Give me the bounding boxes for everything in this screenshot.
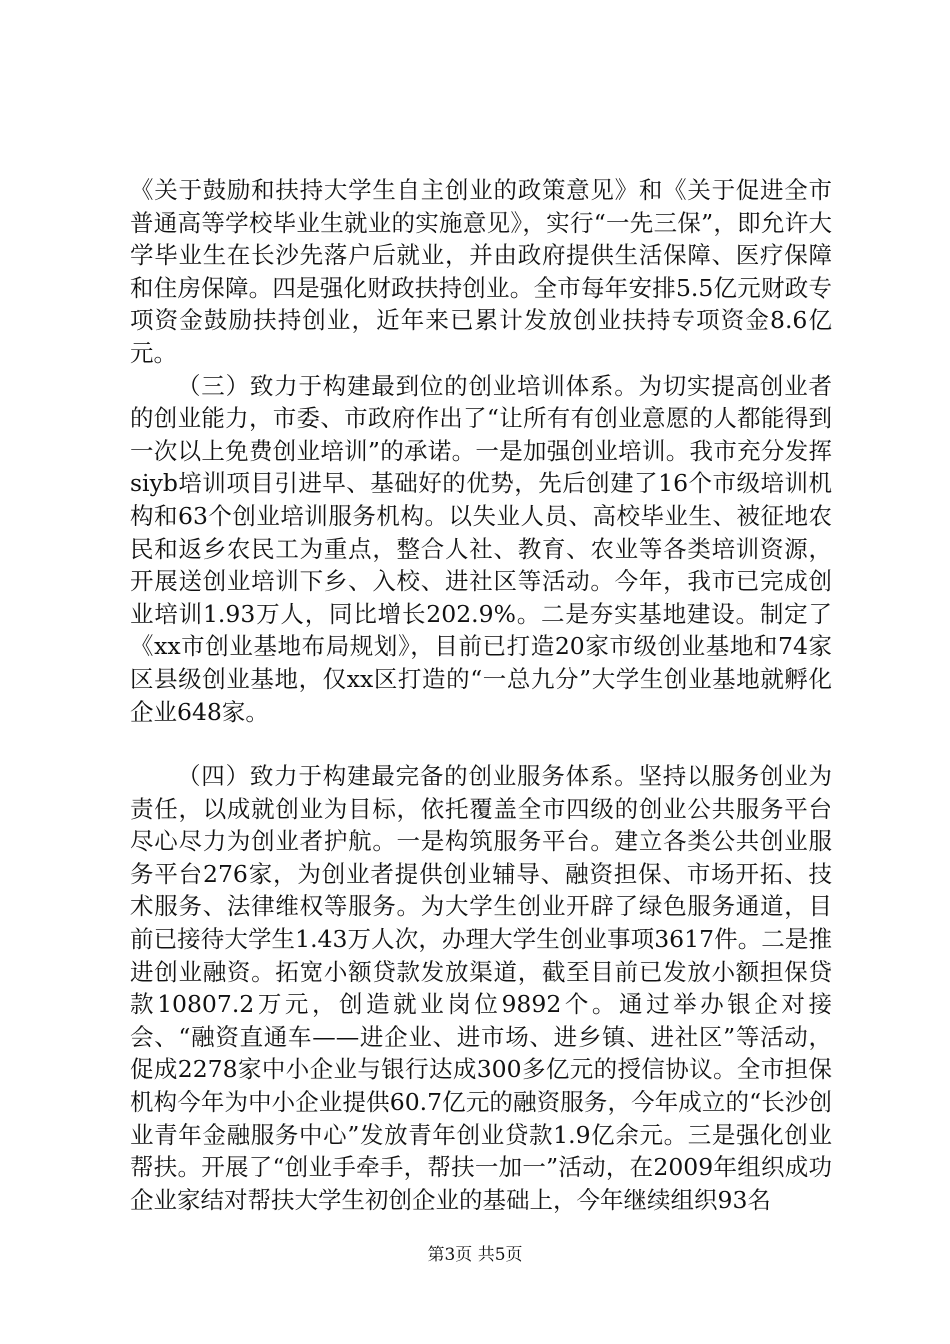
- paragraph-training-system: （三）致力于构建最到位的创业培训体系。为切实提高创业者的创业能力，市委、市政府作出了“让所有有创业意愿的人都能得到一次以上免费创业培训”的承诺。一是加强创业培训。我市充分发挥siyb培训项目引进早、基础好的优势，先后创建了16个市级培训机构和63个创业培训服务机构。以失业人员、高校毕业生、被征地农民和返乡农民工为重点，整合人社、教育、农业等各类培训资源，开展送创业培训下乡、入校、进社区等活动。今年，我市已完成创业培训1.93万人，同比增长202.9%。二是夯实基地建设。制定了《xx市创业基地布局规划》，目前已打造20家市级创业基地和74家区县级创业基地，仅xx区打造的“一总九分”大学生创业基地就孵化企业648家。: [130, 371, 832, 726]
- paragraph-spacer: [130, 728, 832, 760]
- page-footer: 第3页 共5页: [427, 1245, 523, 1265]
- paragraph-policy-continuation: 《关于鼓励和扶持大学生自主创业的政策意见》和《关于促进全市普通高等学校毕业生就业的实施意见》，实行“一先三保”，即允许大学毕业生在长沙先落户后就业，并由政府提供生活保障、医疗保障和住房保障。四是强化财政扶持创业。全市每年安排5.5亿元财政专项资金鼓励扶持创业，近年来已累计发放创业扶持专项资金8.6亿元。: [130, 176, 832, 367]
- paragraph-service-system: （四）致力于构建最完备的创业服务体系。坚持以服务创业为责任，以成就创业为目标，依托覆盖全市四级的创业公共服务平台尽心尽力为创业者护航。一是构筑服务平台。建立各类公共创业服务平台276家，为创业者提供创业辅导、融资担保、市场开拓、技术服务、法律维权等服务。为大学生创业开辟了绿色服务通道，目前已接待大学生1.43万人次，办理大学生创业事项3617件。二是推进创业融资。拓宽小额贷款发放渠道，截至目前已发放小额担保贷款10807.2万元，创造就业岗位9892个。通过举办银企对接会、“融资直通车——进企业、进市场、进乡镇、进社区”等活动，促成2278家中小企业与银行达成300多亿元的授信协议。全市担保机构今年为中小企业提供60.7亿元的融资服务，今年成立的“长沙创业青年金融服务中心”发放青年创业贷款1.9亿余元。三是强化创业帮扶。开展了“创业手牵手，帮扶一加一”活动，在2009年组织成功企业家结对帮扶大学生初创企业的基础上，今年继续组织93名: [130, 762, 832, 1214]
- document-body: [130, 174, 832, 1216]
